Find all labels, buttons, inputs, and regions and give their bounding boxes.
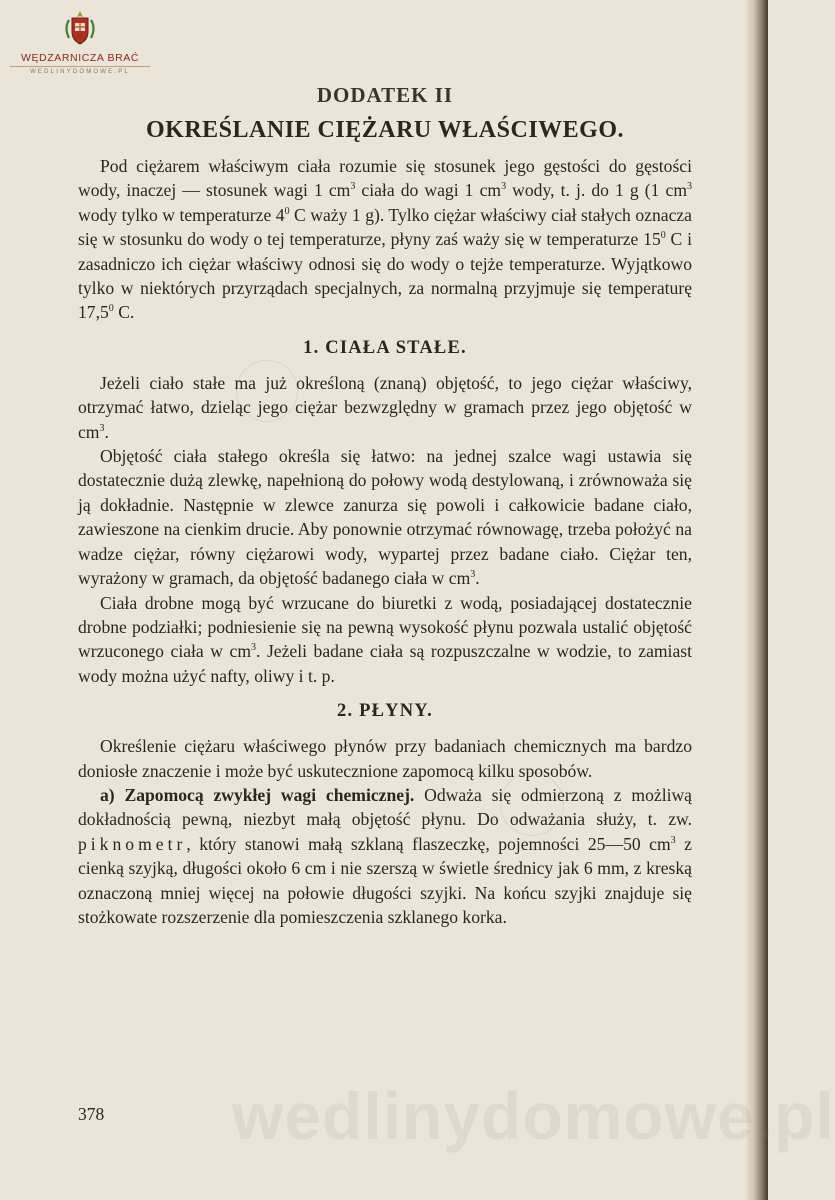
page-number: 378 (78, 1104, 105, 1124)
section-heading-liquids: 2. PŁYNY. (337, 701, 433, 722)
solids-paragraph-1: Jeżeli ciało stałe ma już określoną (znaną) objętość, to jego ciężar właściwy, otrzymać łatwo, dzieląc jego ciężar bezwzględny w gramach przez jego objętość w $cm^3$. (78, 372, 692, 442)
appendix-heading: DODATEK II (316, 83, 454, 107)
intro-paragraph: Pod ciężarem właściwym ciała rozumie się stosunek jego gęstości do gęstości wody, inaczej — stosunek wagi 1 $cm^3$ ciała do wagi 1 $cm^3$ wody, t. j. do 1 g (1 $cm^3$ wody tylko w temperaturze $4^0$ C waży 1 g). Tylko ciężar właściwy ciał stałych oznacza się w stosunku do wody o tej temperaturze, płyny zaś waży się w temperaturze $15^0$ C i zasadniczo ich ciężar właściwy odnosi się do wody o tejże temperaturze. Wyjątkowo tylko w niektórych przyrządach specjalnych, za normalną przyjmuje się temperaturę 17,5$^0$ C. (78, 156, 693, 323)
liquids-paragraph-2: a) Zapomocą zwykłej wagi chemicznej. Odważa się odmierzoną z możliwą dokładnością pewną, niezbyt małą objętość płynu. Do odważania służy, t. zw. piknometr, który stanowi małą szklaną flaszeczkę, pojemności 25—50 $cm^3$ z cienką szyjką, długości około 6 cm i nie szerszą w świetle średnicy jak 6 mm, z kreską oznaczoną mniej więcej na połowie długości szyjki. Na końcu szyjki znajduje się stożkowate rozszerzenie dla pomieszczenia szklanego korka. (78, 784, 692, 927)
watermark: wedlinydomowe.pl (232, 1079, 835, 1153)
logo-name: WĘDZARNICZA BRAĆ (10, 52, 150, 67)
page-edge-shadow (746, 0, 768, 1200)
coat-of-arms-icon (60, 8, 100, 48)
pycnometer-term: piknometr (78, 833, 187, 854)
method-a-label: a) Zapomocą zwykłej wagi chemicznej. (100, 784, 415, 805)
solids-paragraph-2: Objętość ciała stałego określa się łatwo: na jednej szalce wagi ustawia się dostatecznie dużą zlewkę, napełnioną do połowy wodą destylowaną, i zrównoważa się ją dokładnie. Następnie w zlewce zanurza się powoli i całkowicie badane ciało, zawieszone na cienkim drucie. Aby ponownie otrzymać równowagę, trzeba położyć na wadze ciężar, równy ciężarowi wody, wypartej przez badane ciało. Ciężar ten, wyrażony w gramach, da objętość badanego ciała w $cm^3$. (78, 446, 692, 589)
page-title: OKREŚLANIE CIĘŻARU WŁAŚCIWEGO. (146, 117, 624, 143)
page-content (78, 80, 692, 929)
solids-paragraph-3: Ciała drobne mogą być wrzucane do biuretki z wodą, posiadającej dostatecznie drobne podziałki; podniesienie się na pewną wysokość płynu pozwala ustalić objętość wrzuconego ciała w $cm^3$. Jeżeli badane ciała są rozpuszczalne w wodzie, to zamiast wody można użyć nafty, oliwy i t. p. (78, 592, 692, 686)
logo-subtitle: WEDLINYDOMOWE.PL (30, 69, 130, 75)
section-heading-solids: 1. CIAŁA STAŁE. (303, 337, 467, 358)
liquids-paragraph-1: Określenie ciężaru właściwego płynów przy badaniach chemicznych ma bardzo doniosłe znaczenie i może być uskutecznione zapomocą kilku sposobów. (78, 736, 692, 781)
site-logo[interactable] (10, 8, 150, 75)
